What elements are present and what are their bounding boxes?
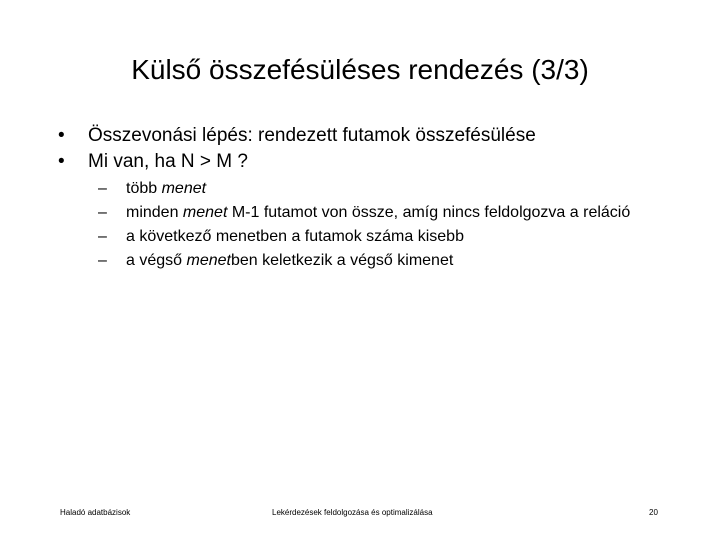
sub-bullet-text bbox=[126, 227, 646, 246]
text-part: a végső bbox=[126, 252, 187, 269]
sub-bullet-item bbox=[56, 227, 676, 246]
sub-bullet-text bbox=[126, 203, 646, 222]
sub-bullet-text bbox=[126, 179, 646, 198]
text-part: ben keletkezik a végső kimenet bbox=[230, 252, 454, 269]
bullet-item bbox=[56, 123, 676, 149]
bullet-item bbox=[56, 149, 676, 175]
dash-marker: – bbox=[98, 180, 107, 197]
bullet-marker: • bbox=[58, 151, 65, 172]
emphasis: menet bbox=[186, 252, 231, 269]
footer-course-name: Haladó adatbázisok bbox=[60, 508, 131, 517]
footer-topic: Lekérdezések feldolgozása és optimalizálása bbox=[272, 508, 433, 517]
sub-bullet-item bbox=[56, 251, 676, 270]
bullet-marker: • bbox=[58, 125, 65, 146]
sub-bullet-list bbox=[56, 179, 676, 270]
emphasis: menet bbox=[161, 180, 207, 197]
text-part: több bbox=[126, 180, 162, 197]
sub-bullet-item bbox=[56, 179, 676, 198]
text-part: M-1 futamot von össze, amíg nincs feldolgozva a reláció bbox=[227, 204, 631, 221]
slide-content bbox=[56, 123, 676, 275]
emphasis: menet bbox=[182, 204, 228, 221]
text-part: minden bbox=[126, 204, 183, 221]
dash-marker: – bbox=[98, 228, 107, 245]
dash-marker: – bbox=[98, 252, 107, 269]
sub-bullet-item bbox=[56, 203, 676, 222]
bullet-text: Összevonási lépés: rendezett futamok összefésülése bbox=[88, 125, 536, 146]
bullet-text: Mi van, ha N > M ? bbox=[88, 151, 248, 172]
dash-marker: – bbox=[98, 204, 107, 221]
page-number: 20 bbox=[649, 508, 658, 517]
text-part: a következő menetben a futamok száma kisebb bbox=[126, 228, 464, 245]
slide-title: Külső összefésüléses rendezés (3/3) bbox=[131, 54, 589, 85]
sub-bullet-text bbox=[126, 251, 646, 270]
